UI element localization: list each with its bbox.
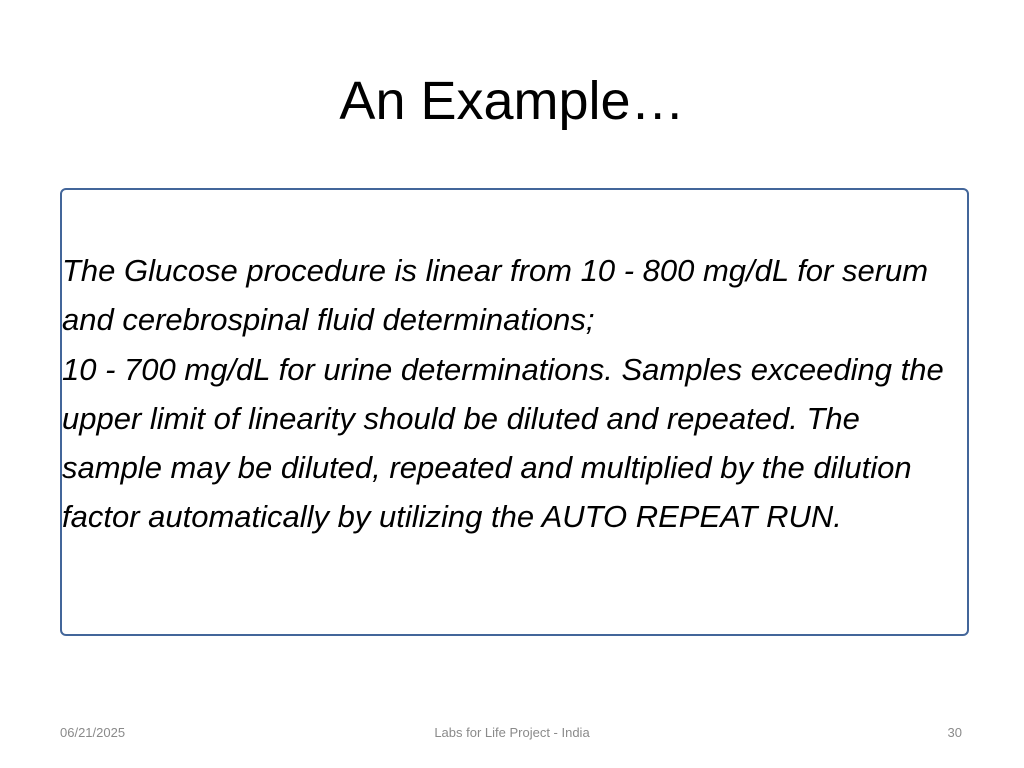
body-paragraph: The Glucose procedure is linear from 10 - 800 mg/dL for serum and cerebrospinal fluid determinations;	[62, 253, 929, 337]
footer-date: 06/21/2025	[60, 725, 126, 740]
page-number: 30	[947, 725, 962, 740]
slide-title: An Example…	[339, 71, 685, 131]
footer-text: Labs for Life Project - India	[434, 725, 590, 740]
body-text	[62, 246, 967, 541]
body-paragraph: 10 - 700 mg/dL for urine determinations. Samples exceeding the upper limit of linearity should be diluted and repeated. The sample may be diluted, repeated and multiplied by the dilution factor automatically by utilizing the AUTO REPEAT RUN.	[62, 352, 944, 534]
